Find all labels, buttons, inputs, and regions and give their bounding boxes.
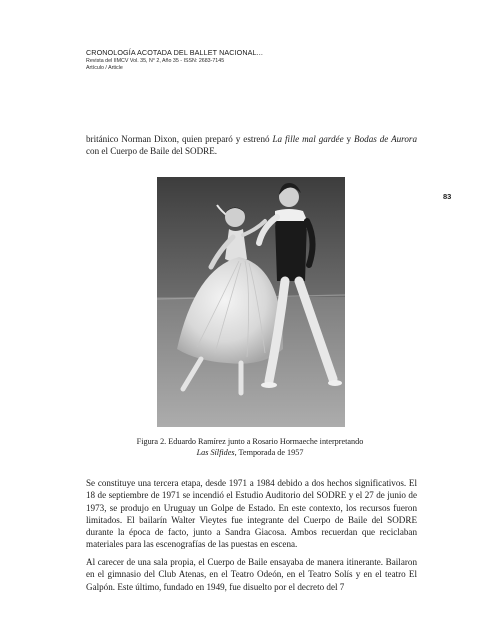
ballet-photograph <box>157 177 345 427</box>
caption-line-1: Figura 2. Eduardo Ramírez junto a Rosario Hormaeche interpretando <box>136 437 364 446</box>
ballet-photo-illustration <box>157 177 345 427</box>
header-journal-info: Revista del IIMCV Vol. 35, N° 2, Año 35 - ISSN: 2683-7145 <box>86 58 225 64</box>
caption-line-2 <box>100 447 400 458</box>
paragraph-1-text-b: y <box>343 134 355 144</box>
paragraph-1-text-a: británico Norman Dixon, quien preparó y estrenó <box>86 134 273 144</box>
paragraph-3: Al carecer de una sala propia, el Cuerpo de Baile ensayaba de manera itinerante. Bailaron en el gimnasio del Club Atenas, en el Teatro Odeón, en el Teatro Solís y en el teatro El Galpón. Este último, fundado en 1949, fue disuelto por el decreto del 7 <box>86 557 417 592</box>
paragraph-1 <box>86 133 417 158</box>
caption-work-title: Las Sílfides <box>196 448 235 457</box>
running-header <box>86 48 406 72</box>
header-title: CRONOLOGÍA ACOTADA DEL BALLET NACIONAL... <box>86 48 263 57</box>
header-article-type: Artículo / Article <box>86 65 123 71</box>
caption-season: , Temporada de 1957 <box>234 448 304 457</box>
paragraph-1-text-c: con el Cuerpo de Baile del SODRE. <box>86 146 218 157</box>
paragraph-1-work-title-b: Bodas de Aurora <box>354 134 418 144</box>
paragraph-2: Se constituye una tercera etapa, desde 1971 a 1984 debido a dos hechos significativos. El 18 de septiembre de 1971 se incendió el Estudio Auditorio del SODRE y el 27 de junio de 1973, se produjo en Uruguay un Golpe de Estado. En este contexto, los recursos fueron limitados. El bailarín Walter Vieytes fue integrante del Cuerpo de Baile del SODRE durante la época de facto, junto a Sandra Giacosa. Ambos recuerdan que reciclaban materiales para las escenografías de las puestas en escena. <box>86 478 417 550</box>
figure-caption <box>100 436 400 458</box>
paragraph-1-work-title-a: La fille mal gardée <box>272 134 344 144</box>
page-number: 83 <box>443 192 452 201</box>
